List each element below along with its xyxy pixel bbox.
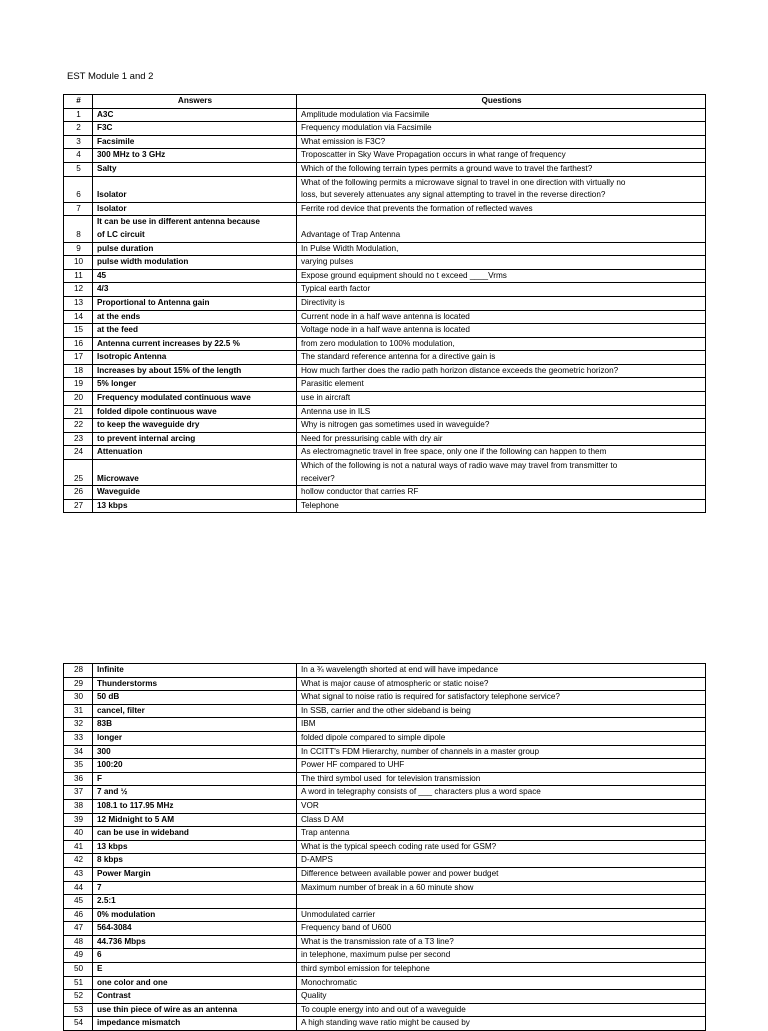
answer-cell: 44.736 Mbps	[93, 935, 297, 949]
row-number: 53	[64, 1003, 93, 1017]
question-cell: folded dipole compared to simple dipole	[297, 731, 706, 745]
table-row	[64, 704, 706, 718]
question-cell: As electromagnetic travel in free space, only one if the following can happen to them	[297, 446, 706, 460]
answer-cell: 6	[93, 949, 297, 963]
question-cell: The third symbol used for television transmission	[297, 772, 706, 786]
question-cell: Advantage of Trap Antenna	[297, 216, 706, 242]
row-number: 47	[64, 922, 93, 936]
answer-cell: 50 dB	[93, 691, 297, 705]
row-number: 28	[64, 664, 93, 678]
answer-cell: It can be use in different antenna because of LC circuit	[93, 216, 297, 242]
table-row	[64, 405, 706, 419]
row-number: 12	[64, 283, 93, 297]
question-cell: In a ¾ wavelength shorted at end will have impedance	[297, 664, 706, 678]
answer-cell: Waveguide	[93, 486, 297, 500]
answer-cell: 45	[93, 269, 297, 283]
table-row	[64, 460, 706, 486]
question-cell: Maximum number of break in a 60 minute show	[297, 881, 706, 895]
question-cell: What of the following permits a microwave signal to travel in one direction with virtually no loss, but severely attenuates any signal attempting to travel in the reverse direction?	[297, 176, 706, 202]
table-row	[64, 813, 706, 827]
answer-cell: Infinite	[93, 664, 297, 678]
table-row	[64, 731, 706, 745]
question-cell: Expose ground equipment should no t exceed ____Vrms	[297, 269, 706, 283]
question-cell: Troposcatter in Sky Wave Propagation occurs in what range of frequency	[297, 149, 706, 163]
row-number: 42	[64, 854, 93, 868]
answer-cell: can be use in wideband	[93, 827, 297, 841]
table-row	[64, 162, 706, 176]
question-cell: Current node in a half wave antenna is located	[297, 310, 706, 324]
table-row	[64, 786, 706, 800]
row-number: 51	[64, 976, 93, 990]
table-row	[64, 867, 706, 881]
answer-cell: Thunderstorms	[93, 677, 297, 691]
answer-cell: Antenna current increases by 22.5 %	[93, 337, 297, 351]
row-number: 15	[64, 324, 93, 338]
question-cell: from zero modulation to 100% modulation,	[297, 337, 706, 351]
answer-cell: 5% longer	[93, 378, 297, 392]
question-cell: Which of the following is not a natural ways of radio wave may travel from transmitter to receiver?	[297, 460, 706, 486]
question-cell: A high standing wave ratio might be caused by	[297, 1017, 706, 1031]
row-number: 32	[64, 718, 93, 732]
row-number: 24	[64, 446, 93, 460]
answer-cell: impedance mismatch	[93, 1017, 297, 1031]
question-cell: In CCITT's FDM Hierarchy, number of channels in a master group	[297, 745, 706, 759]
row-number: 3	[64, 135, 93, 149]
table-row	[64, 256, 706, 270]
answer-cell: Power Margin	[93, 867, 297, 881]
answer-cell: Isotropic Antenna	[93, 351, 297, 365]
table-row	[64, 664, 706, 678]
answer-cell: Microwave	[93, 460, 297, 486]
question-cell: Class D AM	[297, 813, 706, 827]
answer-cell: Proportional to Antenna gain	[93, 296, 297, 310]
table-row	[64, 364, 706, 378]
table-row	[64, 337, 706, 351]
table-row	[64, 432, 706, 446]
question-cell: use in aircraft	[297, 392, 706, 406]
question-cell: Frequency band of U600	[297, 922, 706, 936]
answer-cell: to prevent internal arcing	[93, 432, 297, 446]
header-answers: Answers	[93, 95, 297, 109]
row-number: 20	[64, 392, 93, 406]
question-cell: What is major cause of atmospheric or static noise?	[297, 677, 706, 691]
row-number: 19	[64, 378, 93, 392]
row-number: 34	[64, 745, 93, 759]
answer-cell: pulse width modulation	[93, 256, 297, 270]
answer-cell: Facsimile	[93, 135, 297, 149]
table-row	[64, 269, 706, 283]
table-row	[64, 935, 706, 949]
answer-cell: 13 kbps	[93, 840, 297, 854]
row-number: 22	[64, 419, 93, 433]
row-number: 35	[64, 759, 93, 773]
answer-cell: at the feed	[93, 324, 297, 338]
answer-cell: 8 kbps	[93, 854, 297, 868]
row-number: 44	[64, 881, 93, 895]
row-number: 37	[64, 786, 93, 800]
table-row	[64, 908, 706, 922]
question-cell	[297, 895, 706, 909]
question-cell: VOR	[297, 799, 706, 813]
question-cell: varying pulses	[297, 256, 706, 270]
row-number: 50	[64, 963, 93, 977]
row-number: 7	[64, 202, 93, 216]
answer-cell: Frequency modulated continuous wave	[93, 392, 297, 406]
table-header-row	[64, 95, 706, 109]
row-number: 52	[64, 990, 93, 1004]
row-number: 54	[64, 1017, 93, 1031]
row-number: 33	[64, 731, 93, 745]
question-cell: Trap antenna	[297, 827, 706, 841]
row-number: 36	[64, 772, 93, 786]
answer-cell: 100:20	[93, 759, 297, 773]
question-cell: Need for pressurising cable with dry air	[297, 432, 706, 446]
question-cell: To couple energy into and out of a waveguide	[297, 1003, 706, 1017]
answer-cell: Contrast	[93, 990, 297, 1004]
answer-cell: 13 kbps	[93, 499, 297, 513]
table-row	[64, 827, 706, 841]
table-row	[64, 895, 706, 909]
answer-cell: E	[93, 963, 297, 977]
table-row	[64, 108, 706, 122]
row-number: 21	[64, 405, 93, 419]
table-row	[64, 745, 706, 759]
table-row	[64, 854, 706, 868]
row-number: 39	[64, 813, 93, 827]
question-cell: In Pulse Width Modulation,	[297, 242, 706, 256]
table-row	[64, 149, 706, 163]
answer-cell: A3C	[93, 108, 297, 122]
row-number: 1	[64, 108, 93, 122]
question-cell: Parasitic element	[297, 378, 706, 392]
row-number: 45	[64, 895, 93, 909]
answer-cell: pulse duration	[93, 242, 297, 256]
row-number: 23	[64, 432, 93, 446]
row-number: 4	[64, 149, 93, 163]
table-row	[64, 378, 706, 392]
question-cell: IBM	[297, 718, 706, 732]
question-cell: The standard reference antenna for a directive gain is	[297, 351, 706, 365]
table-row	[64, 677, 706, 691]
question-cell: Voltage node in a half wave antenna is located	[297, 324, 706, 338]
answer-cell: use thin piece of wire as an antenna	[93, 1003, 297, 1017]
answer-cell: 108.1 to 117.95 MHz	[93, 799, 297, 813]
row-number: 25	[64, 460, 93, 486]
row-number: 16	[64, 337, 93, 351]
question-cell: Why is nitrogen gas sometimes used in waveguide?	[297, 419, 706, 433]
table-row	[64, 976, 706, 990]
row-number: 43	[64, 867, 93, 881]
answer-cell: folded dipole continuous wave	[93, 405, 297, 419]
row-number: 11	[64, 269, 93, 283]
table-row	[64, 840, 706, 854]
answer-cell: 300	[93, 745, 297, 759]
answer-cell: 83B	[93, 718, 297, 732]
row-number: 13	[64, 296, 93, 310]
question-cell: How much farther does the radio path horizon distance exceeds the geometric horizon?	[297, 364, 706, 378]
table-row	[64, 122, 706, 136]
question-cell: Typical earth factor	[297, 283, 706, 297]
answer-cell: 4/3	[93, 283, 297, 297]
table-row	[64, 296, 706, 310]
document-title: EST Module 1 and 2	[67, 71, 154, 82]
row-number: 17	[64, 351, 93, 365]
question-cell: D-AMPS	[297, 854, 706, 868]
table-row	[64, 135, 706, 149]
row-number: 27	[64, 499, 93, 513]
question-cell: Amplitude modulation via Facsimile	[297, 108, 706, 122]
answer-cell: at the ends	[93, 310, 297, 324]
question-cell: A word in telegraphy consists of ___ characters plus a word space	[297, 786, 706, 800]
table-row	[64, 446, 706, 460]
row-number: 6	[64, 176, 93, 202]
table-row	[64, 486, 706, 500]
answer-cell: 7	[93, 881, 297, 895]
answer-cell: 2.5:1	[93, 895, 297, 909]
row-number: 9	[64, 242, 93, 256]
table-row	[64, 922, 706, 936]
question-cell: Ferrite rod device that prevents the formation of reflected waves	[297, 202, 706, 216]
question-cell: Which of the following terrain types permits a ground wave to travel the farthest?	[297, 162, 706, 176]
question-cell: Frequency modulation via Facsimile	[297, 122, 706, 136]
question-cell: What is the typical speech coding rate used for GSM?	[297, 840, 706, 854]
row-number: 41	[64, 840, 93, 854]
answer-cell: F	[93, 772, 297, 786]
question-cell: Monochromatic	[297, 976, 706, 990]
row-number: 30	[64, 691, 93, 705]
row-number: 14	[64, 310, 93, 324]
answers-table-part-2	[63, 663, 706, 1031]
table-row	[64, 351, 706, 365]
header-questions: Questions	[297, 95, 706, 109]
answer-cell: 12 Midnight to 5 AM	[93, 813, 297, 827]
table-row	[64, 392, 706, 406]
answer-cell: Isolator	[93, 176, 297, 202]
table-row	[64, 176, 706, 202]
question-cell: Antenna use in ILS	[297, 405, 706, 419]
row-number: 26	[64, 486, 93, 500]
row-number: 31	[64, 704, 93, 718]
answer-cell: F3C	[93, 122, 297, 136]
row-number: 5	[64, 162, 93, 176]
row-number: 46	[64, 908, 93, 922]
table-row	[64, 759, 706, 773]
row-number: 2	[64, 122, 93, 136]
table-row	[64, 881, 706, 895]
table-row	[64, 990, 706, 1004]
answer-cell: one color and one	[93, 976, 297, 990]
table-row	[64, 949, 706, 963]
table-row	[64, 963, 706, 977]
answer-cell: 564-3084	[93, 922, 297, 936]
table-row	[64, 216, 706, 242]
question-cell: in telephone, maximum pulse per second	[297, 949, 706, 963]
question-cell: Unmodulated carrier	[297, 908, 706, 922]
answer-cell: Salty	[93, 162, 297, 176]
answer-cell: 300 MHz to 3 GHz	[93, 149, 297, 163]
row-number: 48	[64, 935, 93, 949]
table-row	[64, 1003, 706, 1017]
answer-cell: to keep the waveguide dry	[93, 419, 297, 433]
answer-cell: 7 and ½	[93, 786, 297, 800]
question-cell: What emission is F3C?	[297, 135, 706, 149]
answer-cell: longer	[93, 731, 297, 745]
row-number: 8	[64, 216, 93, 242]
answer-cell: Increases by about 15% of the length	[93, 364, 297, 378]
table-row	[64, 691, 706, 705]
answer-cell: Isolator	[93, 202, 297, 216]
table-row	[64, 772, 706, 786]
row-number: 29	[64, 677, 93, 691]
question-cell: Difference between available power and power budget	[297, 867, 706, 881]
row-number: 49	[64, 949, 93, 963]
question-cell: Telephone	[297, 499, 706, 513]
question-cell: Quality	[297, 990, 706, 1004]
answers-table-part-1	[63, 94, 706, 513]
question-cell: Directivity is	[297, 296, 706, 310]
row-number: 38	[64, 799, 93, 813]
row-number: 10	[64, 256, 93, 270]
answer-cell: Attenuation	[93, 446, 297, 460]
row-number: 18	[64, 364, 93, 378]
table-row	[64, 202, 706, 216]
table-row	[64, 799, 706, 813]
table-row	[64, 499, 706, 513]
question-cell: hollow conductor that carries RF	[297, 486, 706, 500]
question-cell: What signal to noise ratio is required for satisfactory telephone service?	[297, 691, 706, 705]
question-cell: In SSB, carrier and the other sideband is being	[297, 704, 706, 718]
question-cell: Power HF compared to UHF	[297, 759, 706, 773]
table-row	[64, 242, 706, 256]
table-row	[64, 419, 706, 433]
header-number: #	[64, 95, 93, 109]
row-number: 40	[64, 827, 93, 841]
table-row	[64, 718, 706, 732]
table-row	[64, 310, 706, 324]
table-row	[64, 324, 706, 338]
table-row	[64, 283, 706, 297]
question-cell: third symbol emission for telephone	[297, 963, 706, 977]
question-cell: What is the transmission rate of a T3 line?	[297, 935, 706, 949]
answer-cell: 0% modulation	[93, 908, 297, 922]
answer-cell: cancel, filter	[93, 704, 297, 718]
